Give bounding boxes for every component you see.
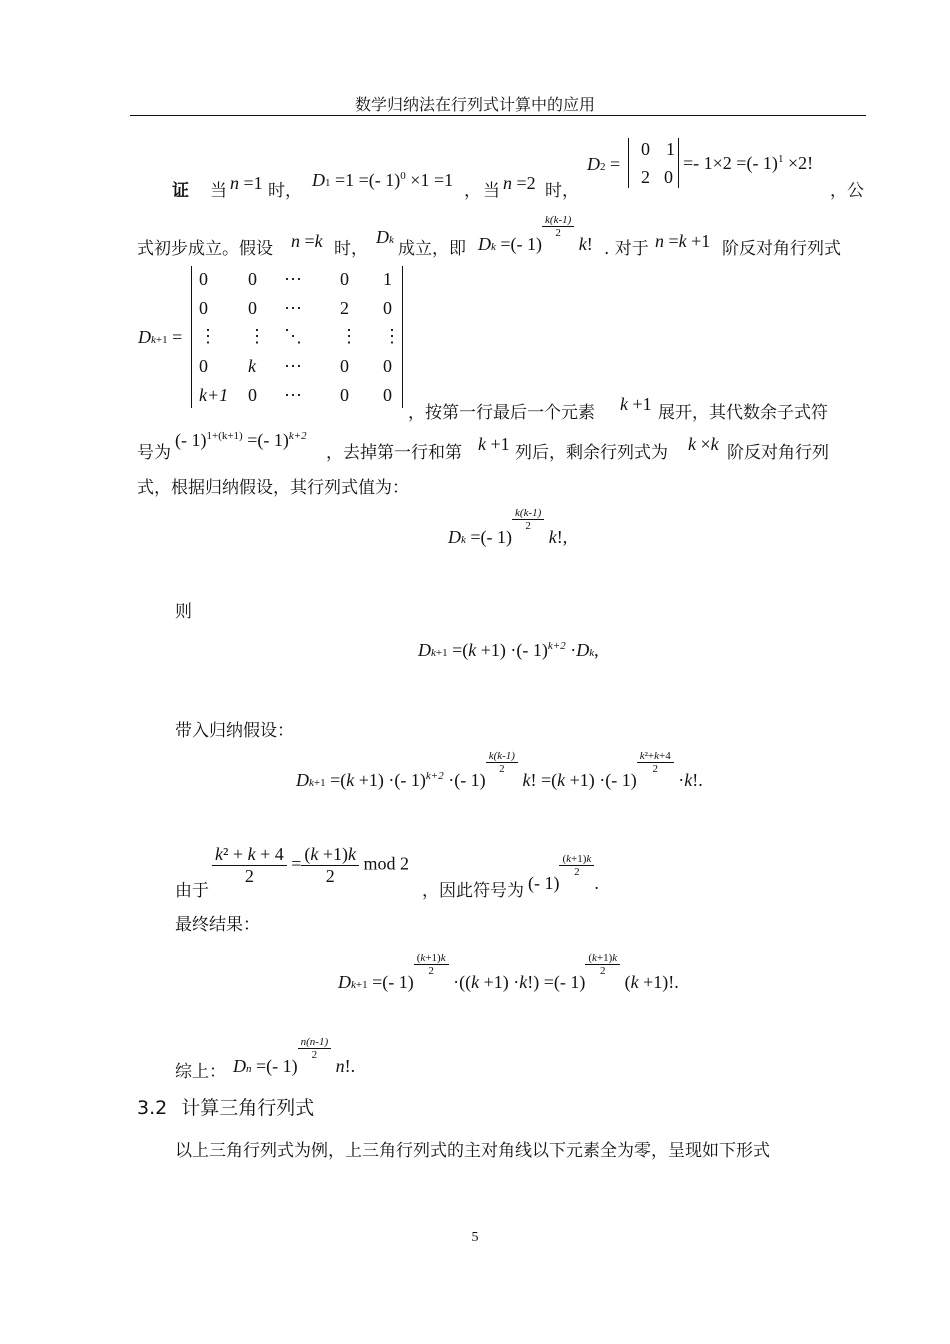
matrix-cell: 0 (199, 356, 208, 376)
formula-D1: D1 =1 =(- 1)$^0$ ×1 =1 (312, 170, 454, 190)
det2-cell: 0 (641, 139, 650, 159)
text-sign-c: 列后，剩余行列式为 (515, 443, 668, 463)
text-sign-a: 号为 (137, 443, 171, 463)
matrix-cell: ⋮ (383, 326, 401, 346)
formula-Dk1-label: Dk+1 = (138, 327, 183, 347)
matrix-cell: ⋯ (284, 385, 302, 405)
matrix-cell: k+1 (199, 385, 229, 405)
section-number: 3.2 (137, 1097, 168, 1119)
matrix-cell: ⋮ (340, 326, 358, 346)
matrix-cell: ⋱ (284, 326, 302, 346)
text-line5: 式，根据归纳假设，其行列式值为： (137, 478, 409, 498)
matrix-cell: 0 (199, 269, 208, 289)
formula-k-times-k: k ×k (688, 434, 719, 454)
formula-Dk-value: Dk =(- 1) $\frac{k(k-1)}{2}$ k! (478, 214, 593, 254)
section-title: 计算三角行列式 (181, 1097, 315, 1119)
det2-cell: 1 (666, 139, 675, 159)
matrix-cell: 0 (340, 385, 349, 405)
formula-n-eq-2: n =2 (503, 173, 536, 193)
section-body: 以上三角行列式为例，上三角行列式的主对角线以下元素全为零，呈现如下形式 (175, 1141, 770, 1161)
formula-n-eq-1: n =1 (230, 173, 263, 193)
display-Dk: Dk =(- 1) $\frac{k(k-1)}{2}$ k!, (448, 507, 568, 547)
text-shi: 时， (268, 181, 302, 201)
matrix-cell: ⋯ (284, 356, 302, 376)
det2-right-bar (678, 138, 679, 188)
det2-cell: 2 (641, 167, 650, 187)
text-final-label: 最终结果： (175, 915, 260, 935)
matrix-cell: 0 (248, 269, 257, 289)
text-line2-a: 式初步成立。假设 (137, 239, 273, 259)
det2-left-bar (628, 138, 629, 188)
matrix-cell: ⋮ (248, 326, 266, 346)
page-number: 5 (471, 1230, 479, 1245)
text-dang: 当 (210, 181, 227, 201)
matrix-cell: 0 (248, 385, 257, 405)
det2-cell: 0 (664, 167, 673, 187)
text-line2-e: 阶反对角行列式 (722, 239, 841, 259)
matrix-cell: 0 (383, 356, 392, 376)
matrix-cell: k (248, 356, 256, 376)
text-line2-c: 成立，即 (398, 239, 466, 259)
matrix-cell: 0 (340, 269, 349, 289)
text-sign-d: 阶反对角行列 (727, 443, 829, 463)
proof-lead: 证 (172, 181, 189, 201)
text-yinci: ，因此符号为 (422, 881, 524, 901)
formula-mod: $\frac{\text{k² + k + 4}}{2}$ = $\frac{(k +1)k}{2}$ mod 2 (212, 844, 409, 887)
formula-D2-label: D2 = (587, 154, 621, 174)
text-sign-b: ，去掉第一行和第 (326, 443, 462, 463)
text-after-matrix: ，按第一行最后一个元素 (408, 403, 595, 423)
text-comma: ， (464, 181, 481, 201)
section-heading (137, 1093, 314, 1120)
matrix-cell: 0 (199, 298, 208, 318)
matrix-cell: ⋮ (199, 326, 217, 346)
text-line2-d: . 对于 (604, 239, 649, 259)
formula-Dn: Dn =(- 1) $\frac{n(n-1)}{2}$ n!. (233, 1036, 356, 1076)
formula-D2-value: =- 1×2 =(- 1)$^1$ ×2! (683, 153, 814, 173)
formula-k-plus-1: k +1 (620, 394, 652, 414)
text-after-matrix-2: 展开，其代数余子式符 (658, 403, 828, 423)
text-gong: ，公 (830, 181, 864, 201)
det-left-bar (191, 266, 192, 408)
matrix-cell: 0 (383, 298, 392, 318)
matrix-cell: 1 (383, 269, 392, 289)
text-dairu: 带入归纳假设： (175, 721, 294, 741)
text-dang-2: 当 (483, 181, 500, 201)
matrix-cell: 0 (340, 356, 349, 376)
matrix-cell: 2 (340, 298, 349, 318)
matrix-cell: ⋯ (284, 298, 302, 318)
header-rule (130, 115, 866, 116)
matrix-cell: ⋯ (284, 269, 302, 289)
formula-n-eq-k: n =k (291, 231, 323, 251)
formula-sign: (- 1)$^{1+(k+1)}$ =(- 1)$^{k+2}$ (175, 430, 307, 450)
display-substituted: Dk+1 =(k +1) ·(- 1)$^{k+2}$ ·(- 1) $\frac{k(k-1)}{2}$ k! =(k +1) ·(- 1) $\frac{\text{k²+k+4}}{2}$ ·k!. (296, 750, 703, 790)
matrix-cell: 0 (383, 385, 392, 405)
text-zongshang: 综上： (175, 1062, 226, 1082)
display-Dk1-recursion: Dk+1 =(k +1) ·(- 1)$^{k+2}$ ·Dk, (418, 640, 599, 660)
text-youyu: 由于 (175, 881, 209, 901)
formula-sign-final: (- 1) $\frac{(k+1)k}{2}$ . (528, 853, 599, 893)
formula-n-eq-k-plus-1: n =k +1 (655, 231, 711, 251)
formula-k-plus-1-b: k +1 (478, 434, 510, 454)
det-right-bar (402, 266, 403, 408)
text-line2-b: 时， (334, 239, 368, 259)
display-final: Dk+1 =(- 1) $\frac{(k+1)k}{2}$ ·((k +1) ·k!) =(- 1) $\frac{(k+1)k}{2}$ (k +1)!. (338, 952, 679, 992)
text-ze: 则 (175, 602, 192, 622)
formula-Dk: Dk (376, 227, 394, 247)
running-header: 数学归纳法在行列式计算中的应用 (354, 95, 595, 114)
text-shi-2: 时， (545, 181, 579, 201)
matrix-cell: 0 (248, 298, 257, 318)
